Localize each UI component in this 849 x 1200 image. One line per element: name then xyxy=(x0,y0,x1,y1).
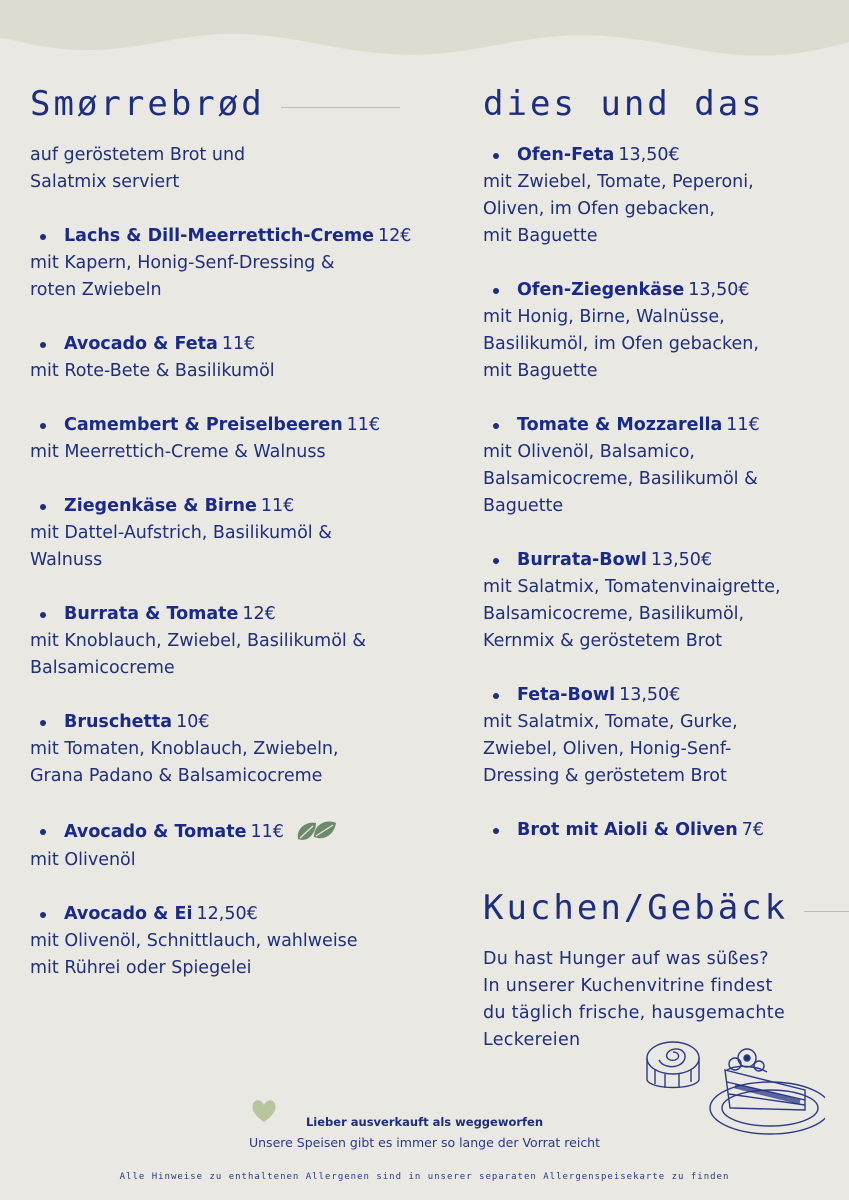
bullet-icon xyxy=(493,828,499,834)
bullet-icon xyxy=(40,423,46,429)
allergen-note: Alle Hinweise zu enthaltenen Allergenen sind in unserer separaten Allergenspeisekarte zu finden xyxy=(119,1172,730,1182)
menu-item-description: mit Baguette xyxy=(483,361,598,381)
menu-item xyxy=(483,277,833,385)
menu-item-price: 12€ xyxy=(378,226,412,246)
smorrebrod-intro xyxy=(30,142,450,196)
bullet-icon xyxy=(40,912,46,918)
menu-item-header xyxy=(30,223,450,250)
menu-item-description: Balsamicocreme, Basilikumöl & xyxy=(483,469,758,489)
bullet-icon xyxy=(493,153,499,159)
menu-item-description: mit Zwiebel, Tomate, Peperoni, xyxy=(483,172,754,192)
menu-item xyxy=(483,547,833,655)
footer-slogan: Lieber ausverkauft als weggeworfen xyxy=(305,1115,544,1129)
menu-item-description: roten Zwiebeln xyxy=(30,280,162,300)
bullet-icon xyxy=(493,288,499,294)
dies-und-das-section xyxy=(483,80,833,1054)
menu-item-name: Avocado & Feta xyxy=(64,334,218,354)
bullet-icon xyxy=(40,720,46,726)
bullet-icon xyxy=(40,829,46,835)
menu-item-header xyxy=(30,901,450,928)
menu-item-header xyxy=(30,493,450,520)
menu-item-description: Balsamicocreme xyxy=(30,658,175,678)
menu-item-name: Feta-Bowl xyxy=(517,685,616,705)
smorrebrod-heading: Smørrebrød xyxy=(30,84,265,124)
menu-item-header xyxy=(30,412,450,439)
menu-item-name: Avocado & Tomate xyxy=(64,821,247,842)
menu-item-description: mit Olivenöl, Balsamico, xyxy=(483,442,695,462)
menu-item xyxy=(483,142,833,250)
bullet-icon xyxy=(493,693,499,699)
menu-item-description: Grana Padano & Balsamicocreme xyxy=(30,766,323,786)
kuchen-section xyxy=(483,884,833,1054)
dies-und-das-heading: dies und das xyxy=(483,84,765,124)
menu-item-price: 11€ xyxy=(221,334,256,354)
menu-item-price: 7€ xyxy=(741,820,765,840)
menu-item xyxy=(30,709,450,790)
menu-item-header xyxy=(30,601,450,628)
menu-item-description: mit Baguette xyxy=(483,226,598,246)
menu-item-price: 11€ xyxy=(260,496,295,516)
menu-item-price: 12€ xyxy=(242,604,276,624)
menu-item xyxy=(483,817,833,844)
menu-item-description: mit Meerrettich-Creme & Walnuss xyxy=(30,442,326,462)
menu-item-price: 12,50€ xyxy=(196,904,258,924)
menu-item-description: mit Tomaten, Knoblauch, Zwiebeln, xyxy=(30,739,339,759)
menu-item xyxy=(30,223,450,304)
menu-item-name: Ofen-Feta xyxy=(517,145,615,165)
menu-item-header xyxy=(483,817,833,844)
menu-item xyxy=(483,412,833,520)
menu-item-header xyxy=(483,682,833,709)
menu-item-description: Oliven, im Ofen gebacken, xyxy=(483,199,715,219)
bullet-icon xyxy=(40,234,46,240)
menu-item-description: mit Dattel-Aufstrich, Basilikumöl & xyxy=(30,523,332,543)
menu-item-header xyxy=(483,412,833,439)
vegan-leaf-icon xyxy=(294,817,340,847)
menu-item-name: Tomate & Mozzarella xyxy=(517,415,723,435)
menu-item-name: Burrata-Bowl xyxy=(517,550,647,570)
top-wave-decoration xyxy=(0,0,849,70)
menu-item-description: Baguette xyxy=(483,496,564,516)
menu-item-description: Kernmix & geröstetem Brot xyxy=(483,631,723,651)
menu-item-description: Walnuss xyxy=(30,550,103,570)
menu-item xyxy=(30,331,450,385)
menu-item-description: Balsamicocreme, Basilikumöl, xyxy=(483,604,745,624)
kuchen-line: Du hast Hunger auf was süßes? xyxy=(483,949,769,969)
kuchen-heading-row xyxy=(483,884,833,932)
menu-item xyxy=(30,412,450,466)
bullet-icon xyxy=(493,558,499,564)
menu-item-price: 11€ xyxy=(250,821,284,842)
bullet-icon xyxy=(40,504,46,510)
heading-divider xyxy=(281,107,400,108)
menu-item-name: Brot mit Aioli & Oliven xyxy=(517,820,738,840)
menu-item-description: mit Honig, Birne, Walnüsse, xyxy=(483,307,725,327)
menu-item-description: mit Knoblauch, Zwiebel, Basilikumöl & xyxy=(30,631,366,651)
menu-item-header xyxy=(30,817,450,847)
menu-item-price: 13,50€ xyxy=(618,145,680,165)
kuchen-line: du täglich frische, hausgemachte xyxy=(483,1003,786,1023)
footer-subline: Unsere Speisen gibt es immer so lange der Vorrat reicht xyxy=(248,1135,601,1150)
menu-item-name: Camembert & Preiselbeeren xyxy=(64,415,343,435)
menu-item-header xyxy=(483,547,833,574)
smorrebrod-heading-row xyxy=(30,80,450,128)
menu-item-description: mit Olivenöl, Schnittlauch, wahlweise xyxy=(30,931,358,951)
menu-item-description: Basilikumöl, im Ofen gebacken, xyxy=(483,334,759,354)
menu-item-header xyxy=(483,277,833,304)
menu-item-description: mit Rührei oder Spiegelei xyxy=(30,958,252,978)
menu-item-name: Lachs & Dill-Meerrettich-Creme xyxy=(64,226,374,246)
menu-item-name: Avocado & Ei xyxy=(64,904,193,924)
menu-item-description: mit Olivenöl xyxy=(30,850,136,870)
menu-item-name: Ziegenkäse & Birne xyxy=(64,496,257,516)
menu-item-header xyxy=(30,709,450,736)
menu-item xyxy=(30,493,450,574)
menu-item-header xyxy=(483,142,833,169)
menu-item-price: 13,50€ xyxy=(688,280,750,300)
intro-line: Salatmix serviert xyxy=(30,172,180,192)
menu-item xyxy=(30,601,450,682)
menu-item-price: 13,50€ xyxy=(650,550,713,570)
menu-item-description: Zwiebel, Oliven, Honig-Senf- xyxy=(483,739,732,759)
menu-item xyxy=(483,682,833,790)
menu-item-price: 11€ xyxy=(346,415,381,435)
menu-item-price: 11€ xyxy=(726,415,760,435)
dies-und-das-heading-row xyxy=(483,80,833,128)
intro-line: auf geröstetem Brot und xyxy=(30,145,246,165)
menu-item-name: Bruschetta xyxy=(64,712,173,732)
menu-item-name: Burrata & Tomate xyxy=(64,604,239,624)
menu-item-description: mit Kapern, Honig-Senf-Dressing & xyxy=(30,253,335,273)
menu-item-header xyxy=(30,331,450,358)
menu-item xyxy=(30,817,450,874)
kuchen-line: Leckereien xyxy=(483,1030,581,1050)
bullet-icon xyxy=(40,342,46,348)
menu-item-description: mit Rote-Bete & Basilikumöl xyxy=(30,361,275,381)
menu-item-description: Dressing & geröstetem Brot xyxy=(483,766,727,786)
bullet-icon xyxy=(493,423,499,429)
menu-item xyxy=(30,901,450,982)
kuchen-line: In unserer Kuchenvitrine findest xyxy=(483,976,773,996)
menu-item-name: Ofen-Ziegenkäse xyxy=(517,280,685,300)
kuchen-heading: Kuchen/Gebäck xyxy=(483,888,789,928)
bullet-icon xyxy=(40,612,46,618)
menu-item-price: 13,50€ xyxy=(619,685,681,705)
heading-divider xyxy=(804,911,849,912)
menu-item-price: 10€ xyxy=(176,712,210,732)
menu-item-description: mit Salatmix, Tomate, Gurke, xyxy=(483,712,738,732)
menu-item-description: mit Salatmix, Tomatenvinaigrette, xyxy=(483,577,781,597)
smorrebrod-section xyxy=(30,80,450,982)
